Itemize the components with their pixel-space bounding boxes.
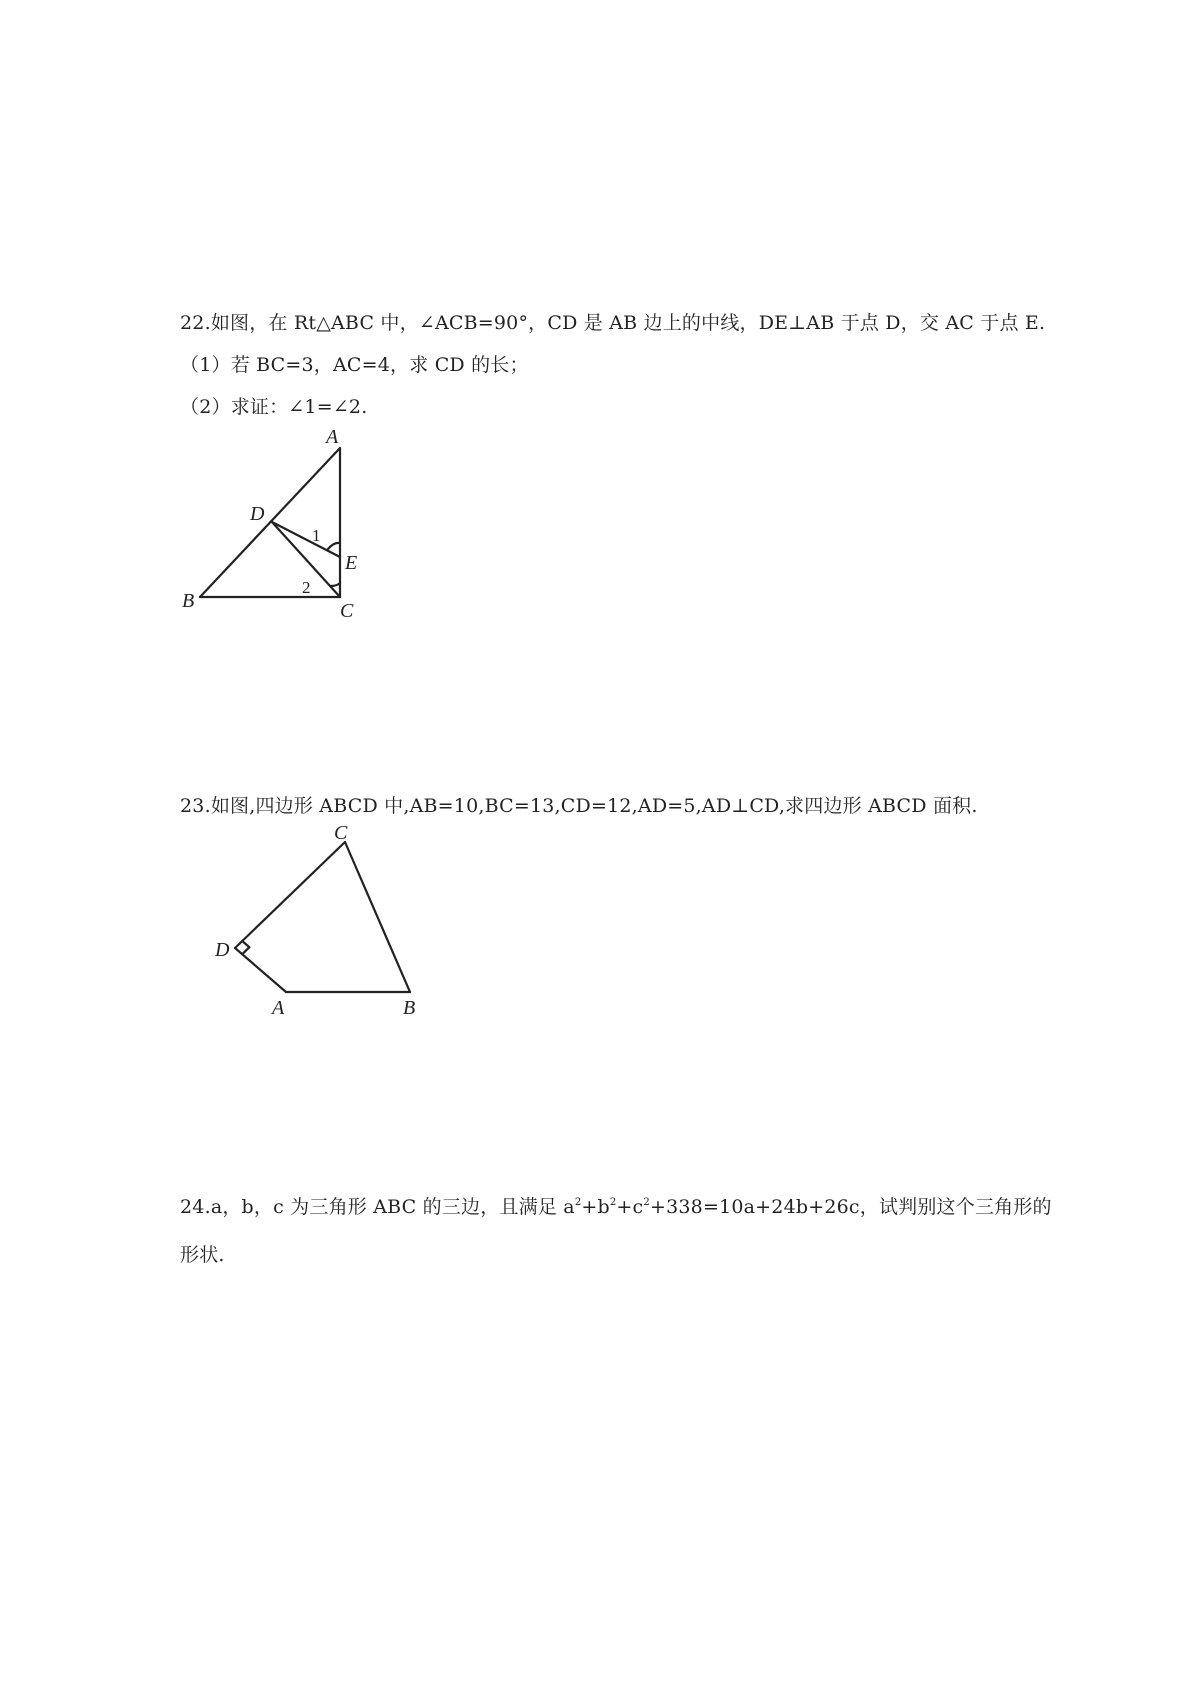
label-b: B [182, 590, 195, 612]
label-a: A [272, 997, 285, 1019]
label-e: E [345, 552, 358, 574]
q22-stem: 22.如图，在 Rt△ABC 中，∠ACB=90°，CD 是 AB 边上的中线，DE⊥AB 于点 D，交 AC 于点 E. [180, 312, 1046, 334]
label-d: D [250, 503, 265, 525]
label-c: C [340, 600, 354, 622]
q24-exponent-c: 2 [643, 1197, 650, 1208]
q24-text-end: +338=10a+24b+26c，试判别这个三角形的 [649, 1196, 1052, 1218]
q24-line2: 形状. [180, 1244, 225, 1266]
q23-stem: 23.如图,四边形 ABCD 中,AB=10,BC=13,CD=12,AD=5,AD⊥CD,求四边形 ABCD 面积. [180, 795, 978, 817]
segment-de [272, 522, 340, 557]
q24-plus-b: +b [581, 1196, 610, 1218]
segment-dc [235, 842, 345, 948]
label-angle-1: 1 [312, 526, 321, 545]
label-a: A [326, 426, 339, 448]
label-angle-2: 2 [302, 578, 311, 597]
q23-quadrilateral-diagram [215, 825, 425, 1025]
q24-plus-c: +c [616, 1196, 644, 1218]
right-angle-mark [242, 941, 249, 954]
q22-triangle-diagram [170, 425, 370, 625]
q24-line1 [180, 1195, 1052, 1219]
q24-exponent-b: 2 [609, 1197, 617, 1208]
q22-part2: （2）求证：∠1=∠2. [180, 396, 368, 418]
angle-1-arc [328, 543, 340, 549]
label-c: C [334, 825, 348, 844]
q22-part1: （1）若 BC=3，AC=4，求 CD 的长； [180, 354, 529, 376]
label-d: D [215, 939, 230, 961]
q23-figure [215, 825, 425, 1029]
angle-2-arc [331, 583, 340, 586]
q24-text-start: 24.a，b，c 为三角形 ABC 的三边，且满足 a [180, 1196, 575, 1218]
label-b: B [403, 997, 416, 1019]
q24-exponent-a: 2 [574, 1197, 582, 1208]
segment-cb [345, 842, 410, 992]
q22-figure [170, 425, 370, 629]
